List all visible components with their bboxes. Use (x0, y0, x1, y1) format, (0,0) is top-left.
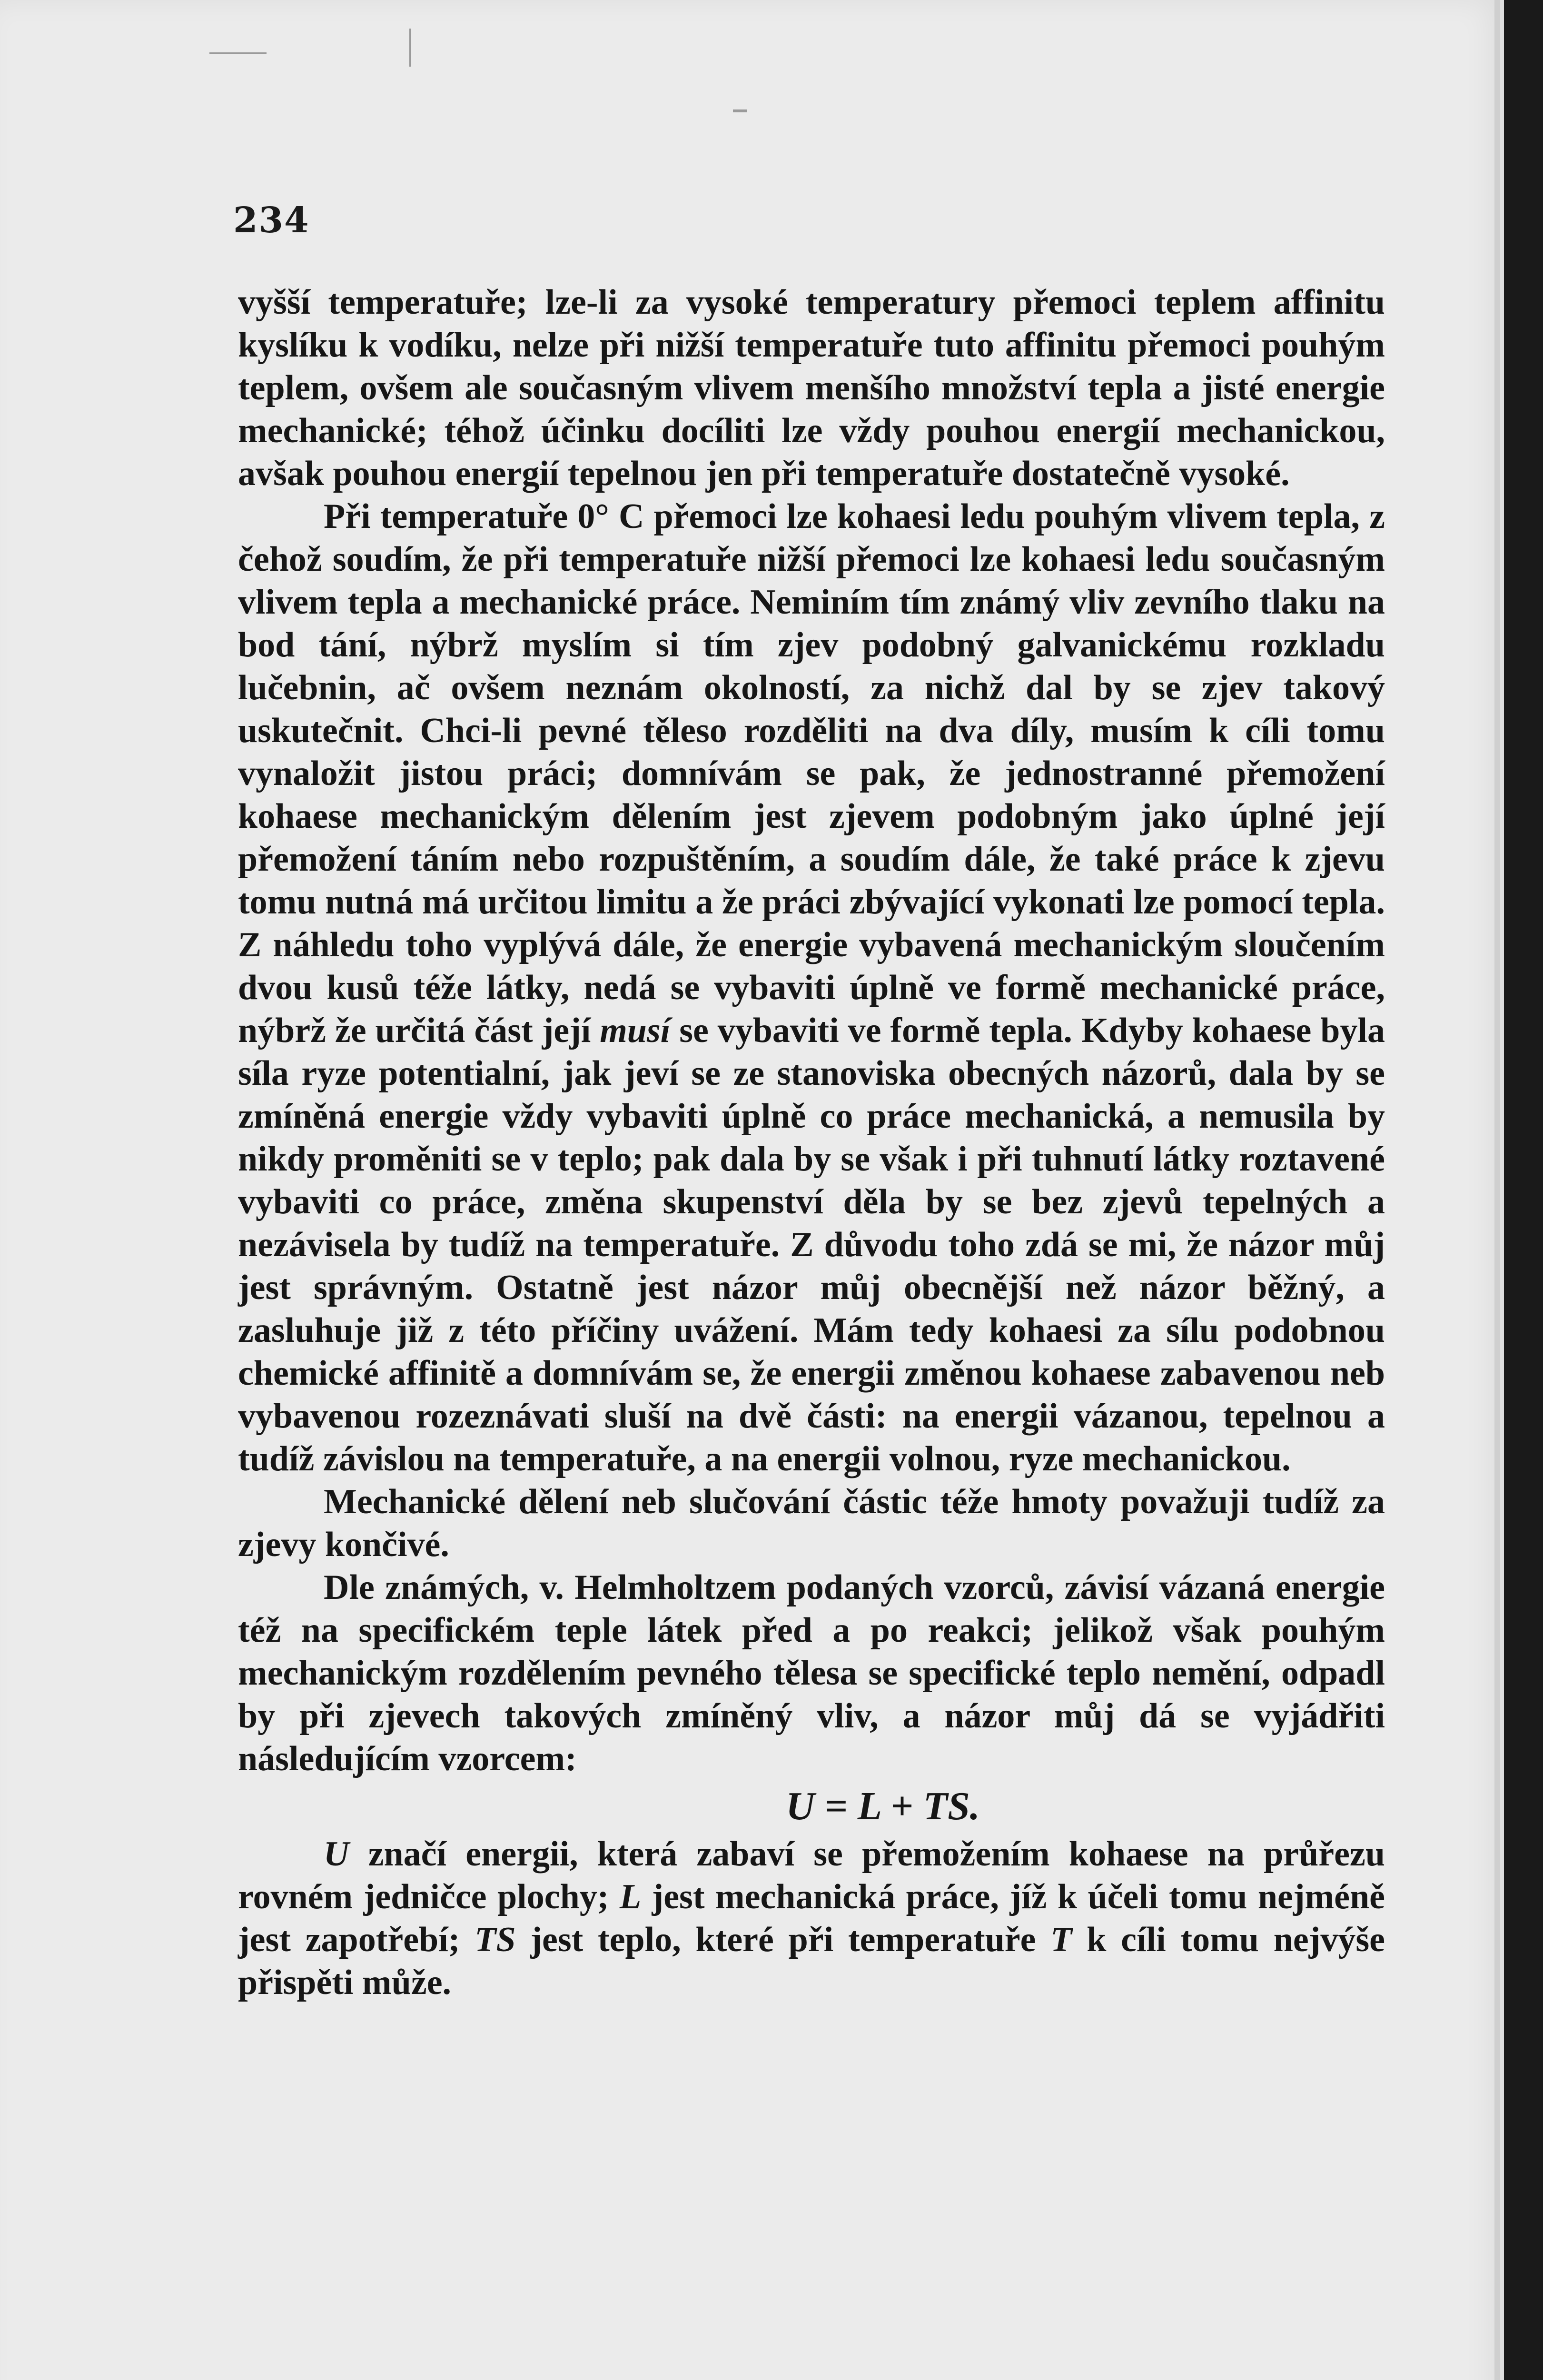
text-run: Dle známých, v. Helmholtzem podaných vzorců, závisí vázaná energie též na specifickém teple látek před a po reakci; jelikož však pouhým mechanickým rozdělením pevného tělesa se specifické teplo nemění, odpadl by při zjevech takových zmíněný vliv, a názor můj dá se vyjádřiti následujícím vzorcem: (238, 1568, 1385, 1778)
paragraph (238, 1566, 1385, 1780)
page-edge-highlight (1494, 0, 1500, 2380)
italic-text: musí (600, 1011, 671, 1050)
text-run: k cíli tomu nejvýše přispěti může. (238, 1920, 1385, 2002)
paragraph (238, 1833, 1385, 2004)
text-run: jest mechanická práce, jíž k účeli tomu nejméně jest zapotřebí; (238, 1877, 1385, 1959)
text-run: značí energii, která zabaví se přemožením kohaese na průřezu rovném jedničce plochy; (238, 1835, 1385, 1916)
italic-text: T (1050, 1920, 1072, 1959)
scan-mark (209, 52, 267, 54)
text-run: vyšší temperatuře; lze-li za vysoké temperatury přemoci teplem affinitu kyslíku k vodíku, nelze při nižší temperatuře tuto affinitu přemoci pouhým teplem, ovšem ale současným vlivem menšího množství tepla a jisté energie mechanické; téhož účinku docíliti lze vždy pouhou energií mechanickou, avšak pouhou energií tepelnou jen při temperatuře dostatečně vysoké. (238, 283, 1385, 493)
paragraph (238, 1480, 1385, 1566)
scan-mark (409, 29, 411, 67)
italic-text: U (324, 1835, 349, 1874)
italic-text: TS (475, 1920, 516, 1959)
scan-border (1504, 0, 1543, 2380)
text-run: se vybaviti ve formě tepla. Kdyby kohaese byla síla ryze potentialní, jak jeví se ze stanoviska obecných názorů, dala by se zmíněná energie vždy vybaviti úplně co práce mechanická, a nemusila by nikdy proměniti se v teplo; pak dala by se však i při tuhnutí látky roztavené vybaviti co práce, změna skupenství děla by se bez zjevů tepelných a nezávisela by tudíž na temperatuře. Z důvodu toho zdá se mi, že názor můj jest správným. Ostatně jest názor můj obecnější než názor běžný, a zasluhuje již z této příčiny uvážení. Mám tedy kohaesi za sílu podobnou chemické affinitě a domnívám se, že energii změnou kohaese zabavenou neb vybavenou rozeznávati sluší na dvě části: na energii vázanou, tepelnou a tudíž závislou na temperatuře, a na energii volnou, ryze mechanickou. (238, 1011, 1385, 1478)
paragraph (238, 495, 1385, 1480)
scan-mark (733, 109, 747, 112)
page-number: 234 (233, 200, 310, 241)
body-text (238, 281, 1385, 2004)
paragraph (238, 281, 1385, 495)
formula: U = L + TS. (786, 1784, 980, 1828)
text-run: Mechanické dělení neb slučování částic téže hmoty považuji tudíž za zjevy končivé. (238, 1482, 1385, 1564)
italic-text: L (619, 1877, 642, 1916)
text-run: jest teplo, které při temperatuře (515, 1920, 1051, 1959)
text-run: Při temperatuře 0° C přemoci lze kohaesi ledu pouhým vlivem tepla, z čehož soudím, že při temperatuře nižší přemoci lze kohaesi ledu současným vlivem tepla a mechanické práce. Neminím tím známý vliv zevního tlaku na bod tání, nýbrž myslím si tím zjev podobný galvanickému rozkladu lučebnin, ač ovšem neznám okolností, za nichž dal by se zjev takový uskutečnit. Chci-li pevné těleso rozděliti na dva díly, musím k cíli tomu vynaložit jistou práci; domnívám se pak, že jednostranné přemožení kohaese mechanickým dělením jest zjevem podobným jako úplné její přemožení táním nebo rozpuštěním, a soudím dále, že také práce k zjevu tomu nutná má určitou limitu a že práci zbývající vykonati lze pomocí tepla. Z náhledu toho vyplývá dále, že energie vybavená mechanickým sloučením dvou kusů téže látky, nedá se vybaviti úplně ve formě mechanické práce, nýbrž že určitá část její (238, 497, 1385, 1050)
